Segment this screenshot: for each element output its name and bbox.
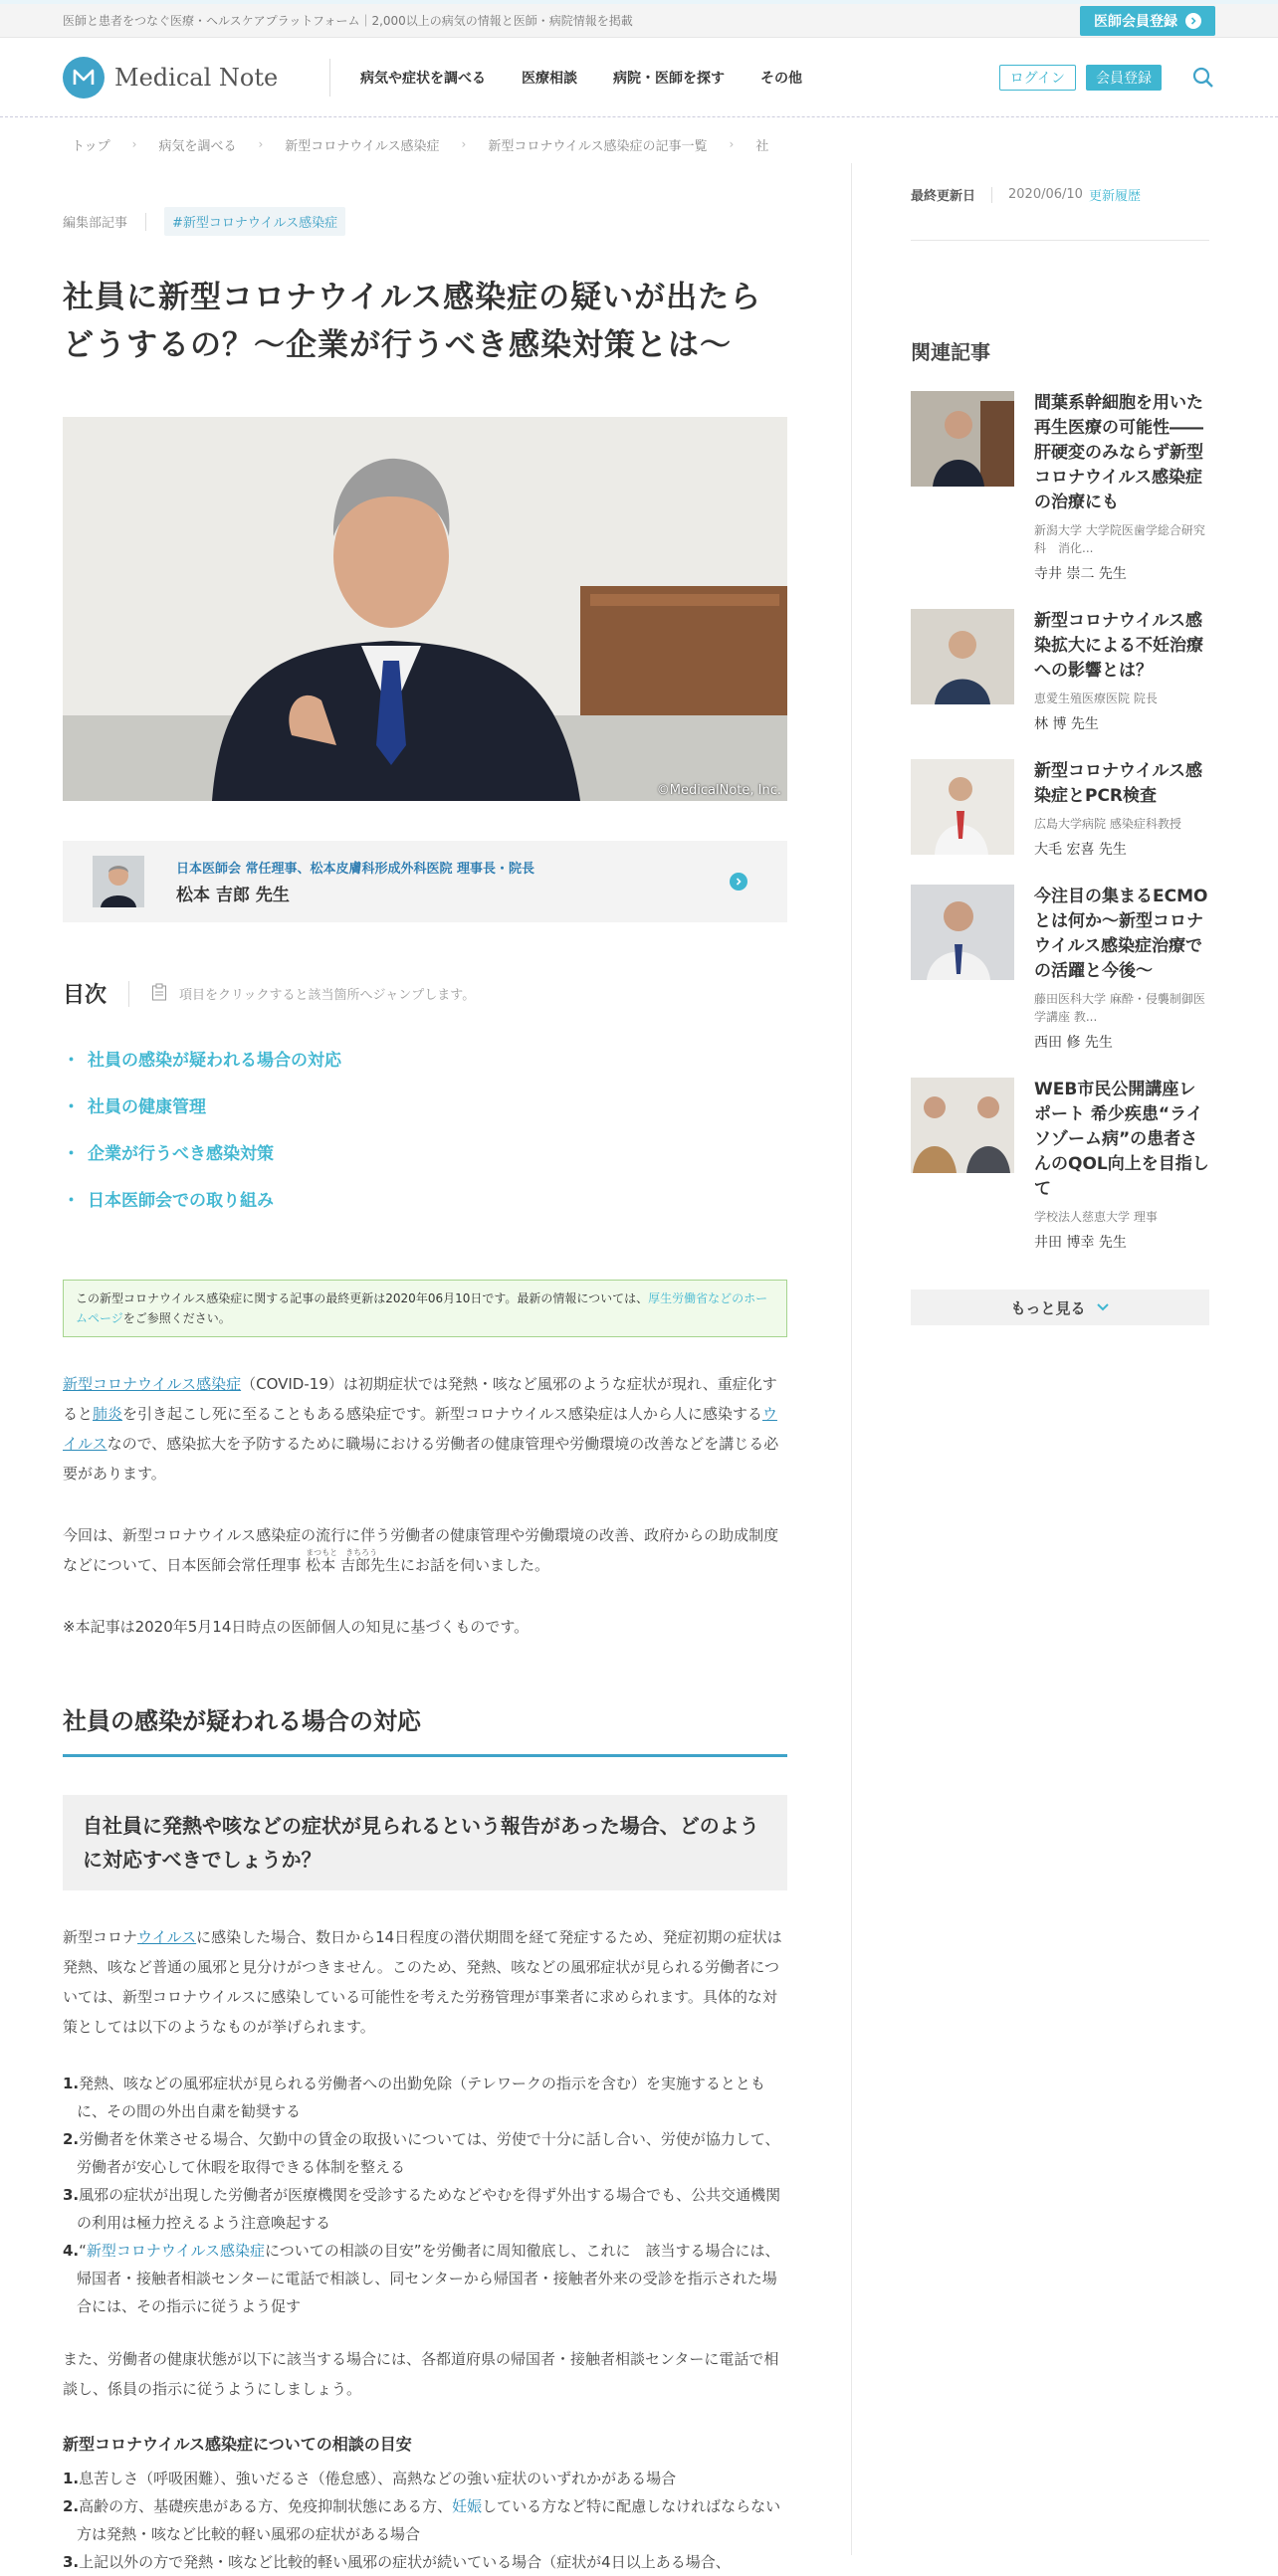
toc-hint: 項目をクリックすると該当箇所へジャンプします。 [179,988,476,1003]
nav-hospital-search[interactable]: 病院・医師を探す [613,70,725,87]
related-articles-title: 関連記事 [911,340,990,364]
author-avatar [93,856,144,907]
toc-list [63,1035,787,1222]
title-line-2: どうするの？～企業が行うべき感染対策とは～ [63,327,732,363]
title-line-1: 社員に新型コロナウイルス感染症の疑いが出たら [63,280,762,315]
virus-link[interactable]: ウイルス [63,1405,777,1453]
update-history-link[interactable]: 更新履歴 [1088,189,1141,204]
site-header [0,38,1278,117]
related-article[interactable]: 間葉系幹細胞を用いた再生医療の可能性――肝硬変のみならず新型コロナウイルス感染症の治療にも 新潟大学 大学院医歯学総合研究科 消化... 寺井 崇二 先生 [911,391,1209,583]
breadcrumb: トップ › 病気を調べる › 新型コロナウイルス感染症 › 新型コロナウイルス感染症の記事一覧 › 社 [0,117,1278,171]
sidebar [911,163,1209,1325]
related-thumbnail [911,1078,1014,1173]
nav-consultation[interactable]: 医療相談 [522,70,577,87]
question-box: 自社員に発熱や咳などの症状が見られるという報告があった場合、どのように対応すべきでしょうか？ [63,1795,787,1890]
article-hero-image [63,417,787,801]
note-paragraph: ※本記事は2020年5月14日時点の医師個人の知見に基づくものです。 [63,1618,530,1636]
article-category: 編集部記事 [63,216,128,231]
covid19-link[interactable]: 新型コロナウイルス感染症 [63,1375,242,1393]
consult-guideline-heading: 新型コロナウイルス感染症についての相談の目安 [63,2435,412,2454]
list-item: 1.息苦しさ（呼吸困難）、強いだるさ（倦怠感）、高熱などの強い症状のいずれかがある場合 [63,2470,677,2487]
list-item: 1.発熱、咳などの風邪症状が見られる労働者への出勤免除（テレワークの指示を含む）を実施するとともに、その間の外出自粛を勧奨する [63,2075,765,2120]
virus-link[interactable]: ウイルス [137,1928,197,1946]
guideline-list [63,2465,787,2576]
show-more-button[interactable]: もっと見る [911,1289,1209,1325]
breadcrumb-item[interactable]: 新型コロナウイルス感染症の記事一覧 [488,138,708,154]
logo-mark-icon [63,57,105,99]
pregnancy-link[interactable]: 妊娠 [452,2497,483,2515]
mhlw-link[interactable]: 厚生労働省などのホームページ [76,1291,768,1325]
pneumonia-link[interactable]: 肺炎 [93,1405,123,1423]
related-article[interactable]: WEB市民公開講座レポート 希少疾患“ライソゾーム病”の患者さんのQOL向上を目指して 学校法人慈恵大学 理事 井田 博幸 先生 [911,1078,1209,1252]
interview-paragraph: 今回は、新型コロナウイルス感染症の流行に伴う労働者の健康管理や労働環境の改善、政府からの助成制度などについて、日本医師会常任理事 まつもと きちろう 松本 吉郎先生にお話を伺いました。 [63,1526,779,1574]
logo-text: Medical Note [114,63,279,92]
related-thumbnail [911,391,1014,487]
register-button[interactable]: 会員登録 [1086,65,1162,91]
breadcrumb-item[interactable]: 新型コロナウイルス感染症 [285,138,440,154]
name-ruby: まつもと きちろう [306,1548,378,1557]
toc-item[interactable]: ・ 社員の健康管理 [63,1097,206,1117]
update-notice: この新型コロナウイルス感染症に関する記事の最終更新は2020年06月10日です。最新の情報については、厚生労働省などのホームページをご参照ください。 [63,1280,787,1337]
site-tagline: 医師と患者をつなぐ医療・ヘルスケアプラットフォーム｜2,000以上の病気の情報と医師・病院情報を掲載 [63,14,633,28]
doctor-register-label: 医師会員登録 [1094,13,1177,30]
chevron-right-icon [730,873,747,891]
nav-other[interactable]: その他 [760,70,802,87]
top-bar [0,4,1278,38]
last-updated [911,185,1209,241]
list-item: 2.労働者を休業させる場合、欠勤中の賃金の取扱いについては、労使で十分に話し合い、労使が協力して、労働者が安心して休暇を取得できる体制を整える [63,2130,780,2176]
nav-disease-search[interactable]: 病気や症状を調べる [360,70,486,87]
toc-item[interactable]: ・ 企業が行うべき感染対策 [63,1144,274,1164]
related-thumbnail [911,759,1014,855]
chevron-down-icon [1096,1298,1110,1316]
photo-credit: ©MedicalNote, Inc. [656,783,781,798]
last-updated-date: 2020/06/10 [1008,187,1083,202]
related-article[interactable]: 今注目の集まるECMOとは何か〜新型コロナウイルス感染症治療での活躍と今後〜 藤田医科大学 麻酔・侵襲制御医学講座 教... 西田 修 先生 [911,885,1209,1052]
clipboard-icon [151,983,167,1005]
measures-list [63,2070,787,2320]
related-thumbnail [911,609,1014,704]
covid19-link[interactable]: 新型コロナウイルス感染症 [86,2242,266,2260]
section-heading: 社員の感染が疑われる場合の対応 [63,1701,787,1757]
list-item: 2.高齢の方、基礎疾患がある方、免疫抑制状態にある方、妊娠している方など特に配慮しなければならない方は発熱・咳など比較的軽い風邪の症状がある場合 [63,2497,781,2543]
main-nav [360,68,802,88]
hashtag-link[interactable]: #新型コロナウイルス感染症 [164,207,345,236]
list-item: 3.風邪の症状が出現した労働者が医療機関を受診するためなどやむを得ず外出する場合でも、公共交通機関の利用は極力控えるよう注意喚起する [63,2186,781,2232]
list-item: 3.上記以外の方で発熱・咳など比較的軽い風邪の症状が続いている場合（症状が4日以上ある場合、 [63,2553,731,2571]
related-article[interactable]: 新型コロナウイルス感染拡大による不妊治療への影響とは？ 恵愛生殖医療医院 院長 林 博 先生 [911,609,1209,733]
article-title [63,274,787,369]
toc-item[interactable]: ・ 社員の感染が疑われる場合の対応 [63,1051,341,1071]
list-item: 4.“新型コロナウイルス感染症についての相談の目安”を労働者に周知徹底し、これに 該当する場合には、帰国者・接触者相談センターに電話で相談し、同センターから帰国者・接触者外来の受診を指示された場合には、その指示に従うよう促す [63,2242,780,2315]
doctor-register-button[interactable] [1080,6,1215,36]
site-logo[interactable] [63,57,329,99]
breadcrumb-item[interactable]: 病気を調べる [158,138,237,154]
author-name: 松本 吉郎 先生 [176,886,290,905]
consult-paragraph: また、労働者の健康状態が以下に該当する場合には、各都道府県の帰国者・接触者相談センターに電話で相談し、係員の指示に従うようにしましょう。 [63,2350,779,2398]
breadcrumb-item[interactable]: トップ [72,138,110,154]
intro-paragraph: 新型コロナウイルス感染症（COVID-19）は初期症状では発熱・咳など風邪のような症状が現れ、重症化すると肺炎を引き起こし死に至ることもある感染症です。新型コロナウイルス感染症は人から人に感染するウイルスなので、感染拡大を予防するために職場における労働者の健康管理や労働環境の改善などを講じる必要があります。 [63,1375,779,1483]
toc-item[interactable]: ・ 日本医師会での取り組み [63,1191,274,1211]
toc-header [63,978,787,1009]
article [63,163,787,2576]
last-updated-label: 最終更新日 [911,189,976,204]
login-button[interactable]: ログイン [999,65,1076,91]
chevron-right-icon [1185,13,1201,29]
answer-paragraph: 新型コロナウイルスに感染した場合、数日から14日程度の潜伏期間を経て発症するため、発症初期の症状は発熱、咳など普通の風邪と見分けがつきません。このため、発熱、咳などの風邪症状が見られる労働者については、新型コロナウイルスに感染している可能性を考えた労務管理が事業者に求められます。具体的な対策としては以下のようなものが挙げられます。 [63,1928,782,2036]
author-affiliation: 日本医師会 常任理事、松本皮膚科形成外科医院 理事長・院長 [176,862,535,877]
toc-title: 目次 [63,983,107,1008]
related-thumbnail [911,885,1014,980]
author-card[interactable] [63,841,787,922]
breadcrumb-current: 社 [755,138,769,154]
related-article[interactable]: 新型コロナウイルス感染症とPCR検査 広島大学病院 感染症科教授 大毛 宏喜 先生 [911,759,1209,859]
search-icon[interactable] [1191,66,1215,90]
